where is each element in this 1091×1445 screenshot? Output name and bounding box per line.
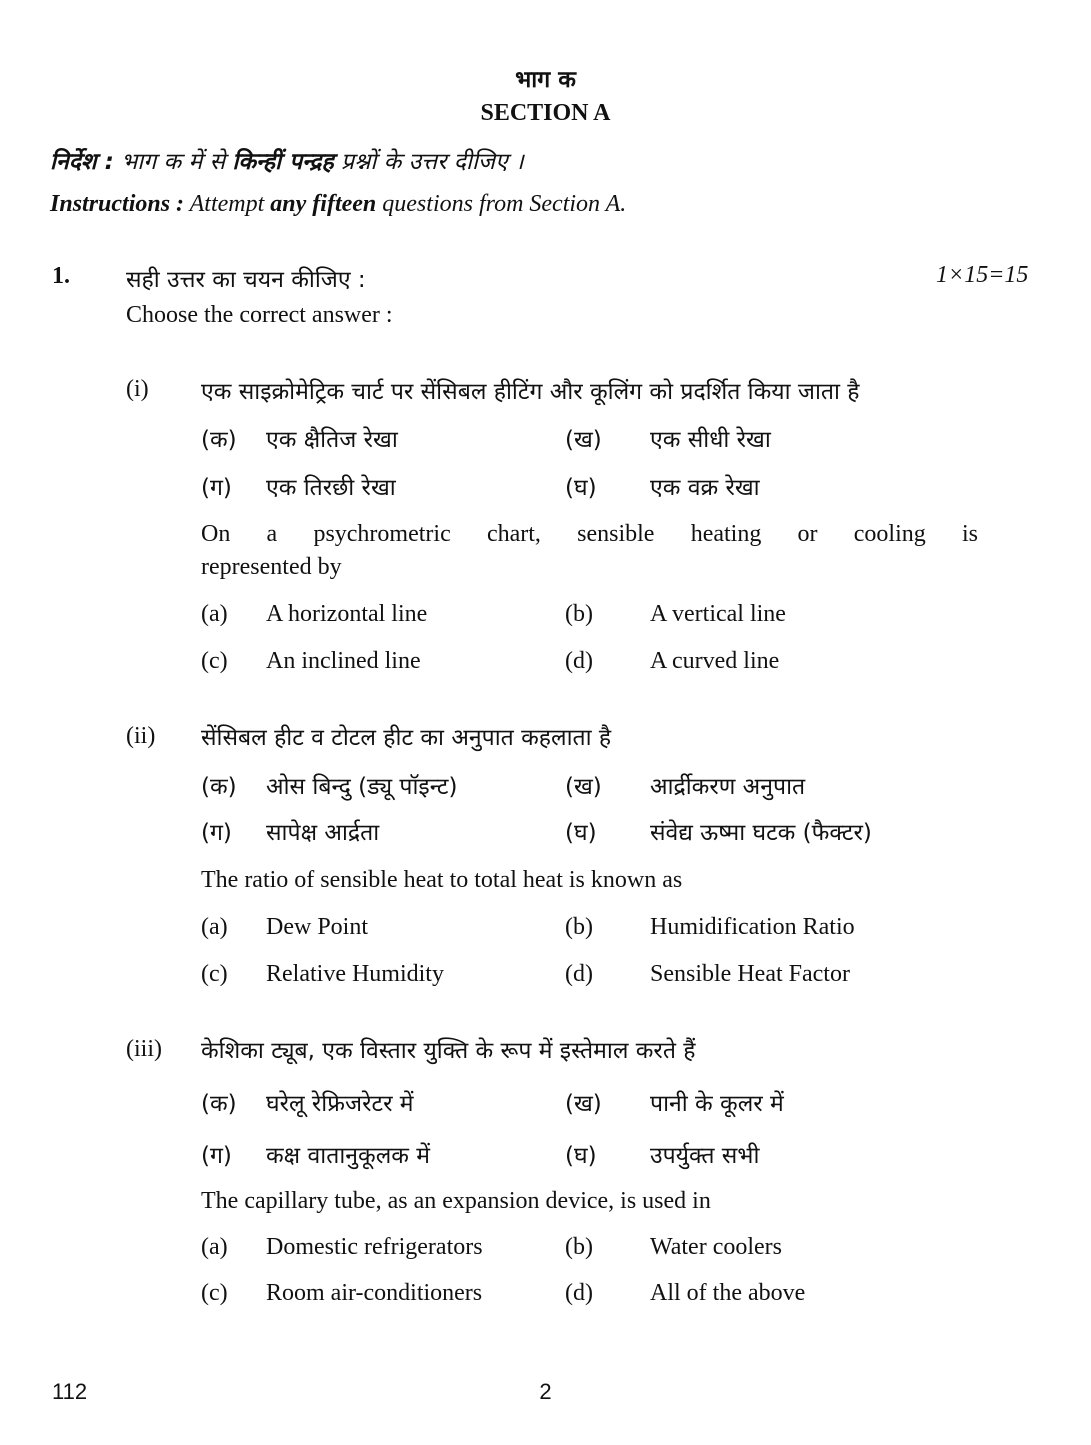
subquestion-text-english: The capillary tube, as an expansion device, is used in <box>201 1188 711 1214</box>
option-text: एक सीधी रेखा <box>650 427 771 453</box>
option-key: (a) <box>201 601 228 627</box>
option-text: संवेद्य ऊष्मा घटक (फैक्टर) <box>650 820 872 846</box>
option-text: उपर्युक्त सभी <box>650 1143 760 1169</box>
question-prompt-hindi: सही उत्तर का चयन कीजिए : <box>126 267 366 293</box>
option-key: (घ) <box>565 1143 597 1169</box>
option-text: ओस बिन्दु (ड्यू पॉइन्ट) <box>266 774 458 800</box>
option-key: (b) <box>565 1234 593 1260</box>
option-text: Water coolers <box>650 1234 782 1260</box>
option-key: (c) <box>201 961 228 987</box>
option-text: A vertical line <box>650 601 786 627</box>
hindi-options-row <box>201 470 961 504</box>
option-key: (ख) <box>565 1091 602 1117</box>
subquestion-text-english-cont: represented by <box>201 554 342 580</box>
instructions-english-bold: any fifteen <box>270 191 377 217</box>
instructions-english <box>50 191 626 218</box>
english-options-row <box>201 961 961 995</box>
subquestion-label: (i) <box>126 376 149 402</box>
option-key: (a) <box>201 914 228 940</box>
option-text: Sensible Heat Factor <box>650 961 850 987</box>
english-options-row <box>201 648 961 682</box>
section-title-hindi: भाग क <box>515 67 576 93</box>
option-text: Domestic refrigerators <box>266 1234 483 1260</box>
option-text: Dew Point <box>266 914 368 940</box>
subquestion-text-english: The ratio of sensible heat to total heat is known as <box>201 867 683 893</box>
question-prompt-english: Choose the correct answer : <box>126 302 393 328</box>
option-key: (क) <box>201 427 237 453</box>
option-text: एक क्षैतिज रेखा <box>266 427 398 453</box>
option-text: A curved line <box>650 648 780 674</box>
hindi-options-row <box>201 769 961 803</box>
option-key: (घ) <box>565 820 597 846</box>
page-number: 2 <box>539 1379 552 1404</box>
option-key: (क) <box>201 1091 237 1117</box>
option-key: (d) <box>565 648 593 674</box>
option-key: (a) <box>201 1234 228 1260</box>
hindi-options-row <box>201 1138 961 1172</box>
option-text: All of the above <box>650 1280 806 1306</box>
option-text: A horizontal line <box>266 601 428 627</box>
hindi-options-row <box>201 1086 961 1120</box>
subquestion-text-english: On a psychrometric chart, sensible heating or cooling is <box>201 521 978 547</box>
question-marks: 1×15=15 <box>936 262 1029 288</box>
option-text: घरेलू रेफ्रिजरेटर में <box>266 1091 414 1117</box>
section-title: SECTION A <box>480 100 611 126</box>
instructions-hindi-text1: भाग क में से <box>121 149 226 175</box>
instructions-english-text2: questions from Section A. <box>382 191 627 217</box>
instructions-hindi <box>50 144 524 176</box>
option-text: आर्द्रीकरण अनुपात <box>650 774 806 800</box>
option-key: (d) <box>565 961 593 987</box>
instructions-english-text1: Attempt <box>189 191 265 217</box>
option-key: (ग) <box>201 1143 232 1169</box>
option-key: (c) <box>201 648 228 674</box>
option-key: (d) <box>565 1280 593 1306</box>
paper-code: 112 <box>52 1379 88 1404</box>
option-text: सापेक्ष आर्द्रता <box>266 820 380 846</box>
instructions-hindi-bold: किन्हीं पन्द्रह <box>232 149 334 175</box>
instructions-hindi-text2: प्रश्नों के उत्तर दीजिए । <box>340 149 524 175</box>
hindi-options-row <box>201 815 961 849</box>
option-text: An inclined line <box>266 648 421 674</box>
option-text: Room air-conditioners <box>266 1280 483 1306</box>
instructions-hindi-label: निर्देश : <box>50 149 114 175</box>
option-key: (b) <box>565 601 593 627</box>
subquestion-label: (ii) <box>126 723 156 749</box>
option-key: (क) <box>201 774 237 800</box>
option-key: (ग) <box>201 475 232 501</box>
option-text: कक्ष वातानुकूलक में <box>266 1143 431 1169</box>
option-text: Relative Humidity <box>266 961 444 987</box>
option-text: पानी के कूलर में <box>650 1091 784 1117</box>
option-text: एक वक्र रेखा <box>650 475 760 501</box>
option-key: (ख) <box>565 427 602 453</box>
option-key: (ग) <box>201 820 232 846</box>
english-options-row <box>201 914 961 948</box>
english-options-row <box>201 601 961 635</box>
option-key: (ख) <box>565 774 602 800</box>
option-text: एक तिरछी रेखा <box>266 475 396 501</box>
english-options-row <box>201 1234 961 1268</box>
option-text: Humidification Ratio <box>650 914 855 940</box>
english-options-row <box>201 1280 961 1314</box>
option-key: (b) <box>565 914 593 940</box>
subquestion-text-hindi: केशिका ट्यूब, एक विस्तार युक्ति के रूप में इस्तेमाल करते हैं <box>201 1038 696 1064</box>
subquestion-label: (iii) <box>126 1036 162 1062</box>
subquestion-text-hindi: सेंसिबल हीट व टोटल हीट का अनुपात कहलाता है <box>201 725 612 751</box>
instructions-english-label: Instructions : <box>50 191 185 217</box>
question-number: 1. <box>52 263 70 289</box>
hindi-options-row <box>201 422 961 456</box>
subquestion-text-hindi: एक साइक्रोमेट्रिक चार्ट पर सेंसिबल हीटिंग और कूलिंग को प्रदर्शित किया जाता है <box>201 379 860 405</box>
option-key: (c) <box>201 1280 228 1306</box>
option-key: (घ) <box>565 475 597 501</box>
